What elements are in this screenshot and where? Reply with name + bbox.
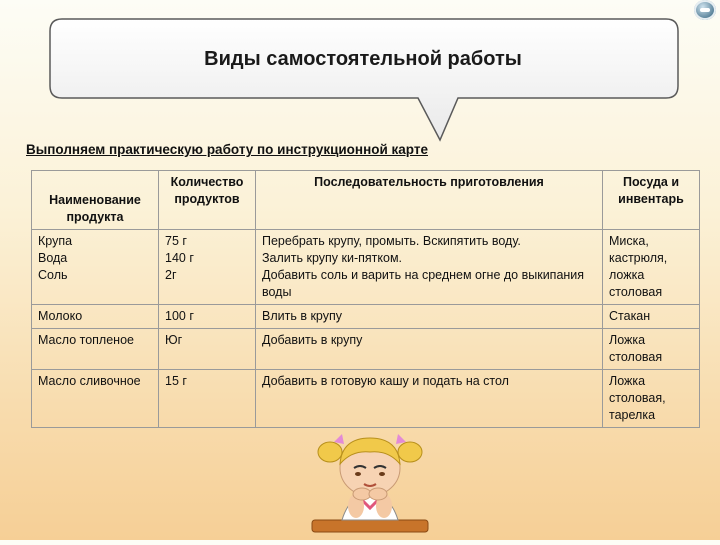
cell-steps: Добавить в крупу <box>256 329 603 370</box>
header-tools: Посуда и инвентарь <box>603 171 700 230</box>
cell-amount: 15 г <box>159 370 256 428</box>
instruction-table <box>31 170 700 428</box>
table-row <box>32 230 700 305</box>
cell-product: Масло сливочное <box>32 370 159 428</box>
cell-amount: 100 г <box>159 305 256 329</box>
cell-tools: Миска, кастрюля, ложка столовая <box>603 230 700 305</box>
cell-tools: Стакан <box>603 305 700 329</box>
cell-product: Масло топленое <box>32 329 159 370</box>
cell-product: Крупа Вода Соль <box>32 230 159 305</box>
cell-steps: Добавить в готовую кашу и подать на стол <box>256 370 603 428</box>
table-row <box>32 305 700 329</box>
cell-tools: Ложка столовая <box>603 329 700 370</box>
cell-steps: Влить в крупу <box>256 305 603 329</box>
cell-amount: 75 г 140 г 2г <box>159 230 256 305</box>
speech-bubble <box>48 18 680 144</box>
header-amount: Количество продуктов <box>159 171 256 230</box>
slide-title: Виды самостоятельной работы <box>204 48 522 70</box>
cell-tools: Ложка столовая, тарелка <box>603 370 700 428</box>
cell-steps: Перебрать крупу, промыть. Вскипятить воду. Залить крупу ки-пятком. Добавить соль и варить на среднем огне до выкипания воды <box>256 230 603 305</box>
header-product: Наименование продукта <box>32 171 159 230</box>
cell-product: Молоко <box>32 305 159 329</box>
slide-subtitle: Выполняем практическую работу по инструкционной карте <box>26 142 428 157</box>
header-steps: Последовательность приготовления <box>256 171 603 230</box>
table-header-row <box>32 171 700 230</box>
table-row <box>32 329 700 370</box>
girl-thinking-illustration <box>310 428 430 545</box>
table-row <box>32 370 700 428</box>
cell-amount: Юг <box>159 329 256 370</box>
home-nav-icon[interactable] <box>694 0 716 20</box>
